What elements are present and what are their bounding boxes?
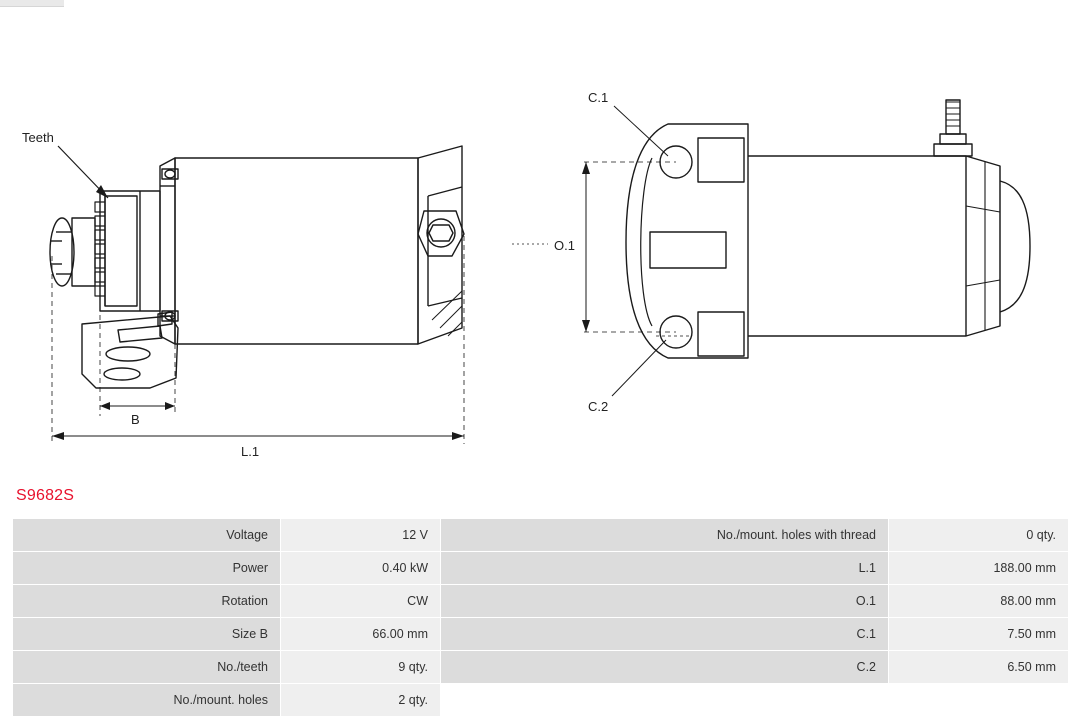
label-c2: C.2: [588, 399, 609, 414]
spec-label: L.1: [441, 552, 889, 585]
spec-value: 6.50 mm: [889, 651, 1069, 684]
table-row: [13, 552, 1069, 585]
spec-label: Rotation: [13, 585, 281, 618]
spec-label: No./mount. holes: [13, 684, 281, 717]
table-row: [13, 585, 1069, 618]
label-c1: C.1: [588, 90, 609, 105]
spec-value: 188.00 mm: [889, 552, 1069, 585]
table-row: [13, 651, 1069, 684]
table-row: [13, 618, 1069, 651]
spec-empty-cell: [889, 684, 1069, 717]
table-row: [13, 519, 1069, 552]
spec-value: CW: [281, 585, 441, 618]
spec-label: Voltage: [13, 519, 281, 552]
spec-value: 2 qty.: [281, 684, 441, 717]
specifications-table: [12, 518, 1069, 717]
label-l1: L.1: [241, 444, 260, 459]
spec-label: C.1: [441, 618, 889, 651]
spec-label: Size B: [13, 618, 281, 651]
spec-value: 88.00 mm: [889, 585, 1069, 618]
spec-value: 7.50 mm: [889, 618, 1069, 651]
spec-label: No./teeth: [13, 651, 281, 684]
spec-label: O.1: [441, 585, 889, 618]
spec-value: 66.00 mm: [281, 618, 441, 651]
label-o1: O.1: [554, 238, 575, 253]
starter-technical-drawing: [0, 6, 1080, 476]
spec-label: C.2: [441, 651, 889, 684]
spec-value: 0 qty.: [889, 519, 1069, 552]
part-code: S9682S: [16, 487, 75, 504]
label-teeth: Teeth: [22, 130, 54, 145]
spec-label: No./mount. holes with thread: [441, 519, 889, 552]
spec-value: 0.40 kW: [281, 552, 441, 585]
spec-label: Power: [13, 552, 281, 585]
label-b: B: [131, 412, 140, 427]
table-row: [13, 684, 1069, 717]
spec-value: 12 V: [281, 519, 441, 552]
spec-value: 9 qty.: [281, 651, 441, 684]
spec-empty-cell: [441, 684, 889, 717]
